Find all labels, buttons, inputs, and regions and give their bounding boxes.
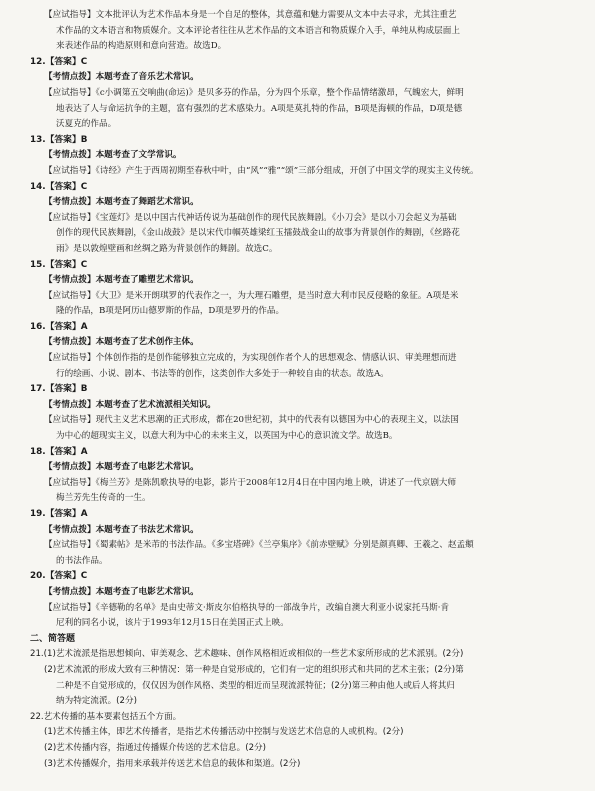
text-line: 16.【答案】A — [30, 321, 88, 332]
text-line: 【考情点拨】本题考查了雕塑艺术常识。 — [44, 275, 199, 286]
text-line: 【应试指导】现代主义艺术思潮的正式形成，都在20世纪初，其中的代表有以德国为中心的表现主义，以法国 — [44, 415, 459, 426]
text-line: 19.【答案】A — [30, 509, 88, 519]
text-line: (2)艺术流派的形成大致有三种情况：第一种是自觉形成的，它们有一定的组织形式和共同的艺术主张；(2分)第 — [44, 664, 464, 675]
text-line: 隆的作品，B项是阿历山德罗斯的作品，D项是罗丹的作品。 — [56, 306, 285, 317]
text-line: 梅兰芳先生传奇的一生。 — [56, 493, 151, 504]
text-line: 【考情点拨】本题考查了艺术流派相关知识。 — [44, 399, 216, 410]
text-line: 尼利的同名小说，该片于1993年12月15日在美国正式上映。 — [56, 618, 289, 629]
text-line: 为中心的超现实主义，以意大利为中心的未来主义，以英国为中心的意识流文学。故选B。 — [56, 431, 398, 442]
text-line: 【考情点拨】本题考查了电影艺术常识。 — [44, 462, 199, 473]
text-line: (1)艺术传播主体，即艺术传播者，是指艺术传播活动中控制与发送艺术信息的人或机构。(2分) — [44, 727, 404, 738]
text-line: 【考情点拨】本题考查了艺术创作主体。 — [44, 337, 199, 348]
text-line: 14.【答案】C — [30, 181, 88, 192]
text-line: 17.【答案】B — [30, 384, 88, 395]
text-line: 【应试指导】个体创作指的是创作能够独立完成的，为实现创作者个人的思想观念、情感认识、审美理想而进 — [44, 353, 457, 364]
text-line: 二种是不自觉形成的，仅仅因为创作风格、类型的相近而呈现流派特征；(2分)第三种由他人或后人将其归 — [56, 680, 455, 691]
text-line: 纳为特定流派。(2分) — [56, 696, 137, 707]
text-line: 雨》是以敦煌壁画和丝绸之路为背景创作的舞剧。故选C。 — [56, 243, 278, 254]
text-line: 来表述作品的构造原则和意向营造。故选D。 — [56, 41, 227, 52]
text-line: 创作的现代民族舞剧，《金山战鼓》是以宋代巾帼英雄梁红玉擂鼓战金山的故事为背景创作的舞剧，《丝路花 — [56, 228, 460, 239]
text-line: 18.【答案】A — [30, 446, 88, 457]
text-line: 【考情点拨】本题考查了电影艺术常识。 — [44, 586, 199, 597]
text-line: 【考情点拨】本题考查了舞蹈艺术常识。 — [44, 197, 199, 208]
text-line: 行的绘画、小说、剧本、书法等的创作，这类创作大多处于一种较自由的状态。故选A。 — [56, 368, 389, 379]
text-line: 15.【答案】C — [30, 259, 88, 270]
text-line: 13.【答案】B — [30, 134, 88, 145]
text-line: 【考情点拨】本题考查了音乐艺术常识。 — [44, 72, 199, 83]
text-line: 【应试指导】《c小调第五交响曲(命运)》是贝多芬的作品，分为四个乐章，整个作品情绪激昂，气魄宏大，鲜明 — [44, 87, 464, 98]
text-line: 22.艺术传播的基本要素包括五个方面。 — [30, 711, 182, 722]
text-line: 【应试指导】《诗经》产生于西周初期至春秋中叶，由“风”“雅”“颂”三部分组成，开创了中国文学的现实主义传统。 — [44, 165, 479, 176]
text-line: 二、简答题 — [30, 633, 76, 644]
text-line: (3)艺术传播媒介，指用来承载并传送艺术信息的载体和渠道。(2分) — [44, 758, 301, 769]
text-line: 【应试指导】《大卫》是米开朗琪罗的代表作之一，为大理石雕塑，是当时意大利市民反侵略的象征。A项是米 — [44, 290, 459, 301]
text-line: 术作品的文本语言和物质媒介。文本评论者往往从艺术作品的文本语言和物质媒介入手，单纯从构成层面上 — [56, 25, 460, 36]
text-line: 12.【答案】C — [30, 56, 88, 67]
text-line: 沃夏克的作品。 — [56, 119, 117, 130]
text-line: 【应试指导】《梅兰芳》是陈凯歌执导的电影，影片于2008年12月4日在中国内地上映，讲述了一代京剧大师 — [44, 477, 457, 488]
text-line: 【应试指导】《蜀素帖》是米芾的书法作品。《多宝塔碑》《兰亭集序》《前赤壁赋》分别是颜真卿、王羲之、赵孟頫 — [44, 540, 474, 551]
text-line: 【应试指导】文本批评认为艺术作品本身是一个自足的整体，其意蕴和魅力需要从文本中去寻求，尤其注重艺 — [44, 10, 457, 20]
text-line: 【应试指导】《辛德勒的名单》是由史蒂文·斯皮尔伯格执导的一部战争片，改编自澳大利亚小说家托马斯·肯 — [44, 602, 450, 613]
text-line: 20.【答案】C — [30, 571, 88, 582]
text-line: 21.(1)艺术流派是指思想倾向、审美观念、艺术趣味、创作风格相近或相似的一些艺术家所形成的艺术派别。(2分) — [30, 649, 464, 660]
text-line: (2)艺术传播内容，指通过传播媒介传送的艺术信息。(2分) — [44, 742, 267, 753]
text-line: 【考情点拨】本题考查了书法艺术常识。 — [44, 524, 199, 535]
text-line: 的书法作品。 — [56, 555, 108, 566]
text-line: 【考情点拨】本题考查了文学常识。 — [44, 150, 182, 161]
text-line: 【应试指导】《宝莲灯》是以中国古代神话传说为基础创作的现代民族舞剧。《小刀会》是以小刀会起义为基础 — [44, 212, 457, 223]
text-line: 地表达了人与命运抗争的主题，富有强烈的艺术感染力。A项是莫扎特的作品，B项是海顿的作品，D项是德 — [56, 103, 463, 114]
